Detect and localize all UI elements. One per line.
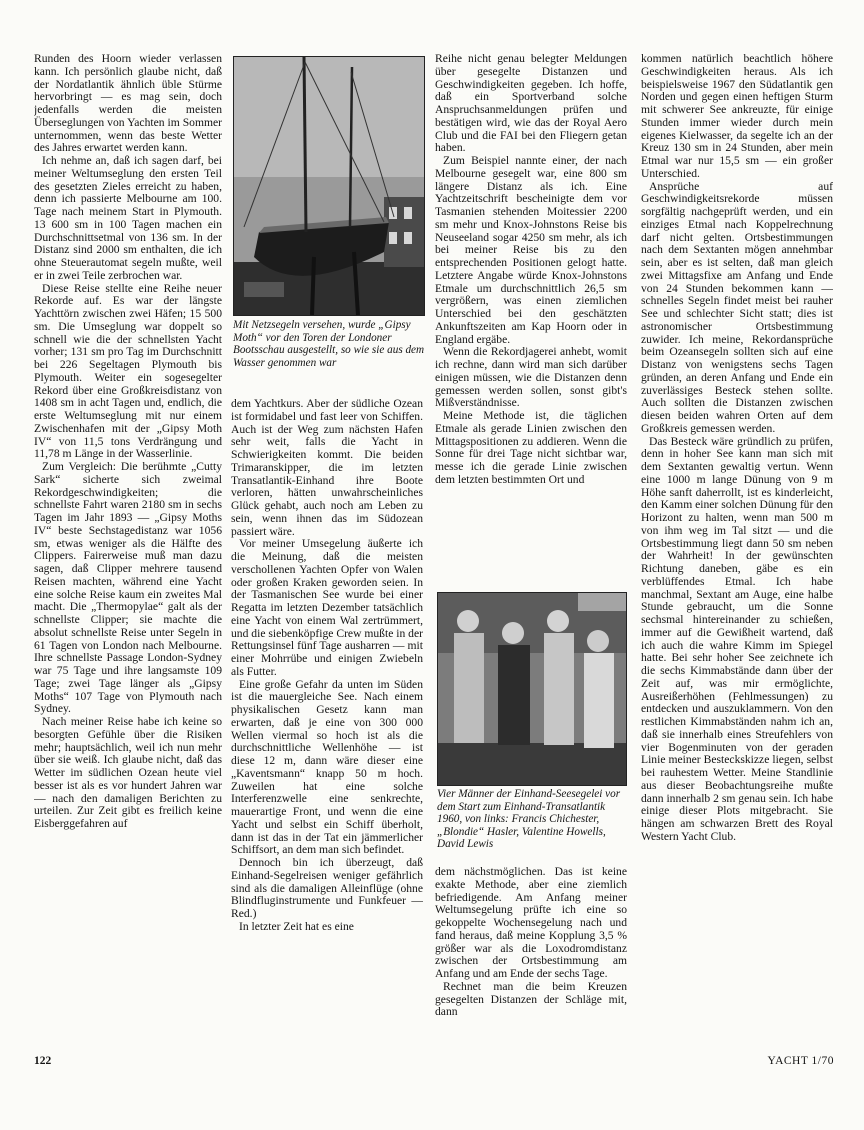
photo-gipsy-moth-boat-show [233, 56, 425, 316]
paragraph: In letzter Zeit hat es eine [239, 919, 354, 933]
paragraph: dem Yachtkurs. Aber der südliche Ozean ist formidabel und fast leer von Schiffen. Auch ist der Weg zum nächsten Hafen sehr weit, falls die Yacht in Schwierigkeiten kommt. Die beiden Trimaranskipper, die im letzten Transatlantik-Einhand ihre Boote verloren, hätten unwahrscheinliches Glück gehabt, auch noch am Leben zu sein, wenn ihnen das im Südozean passiert wäre. [231, 398, 423, 538]
text-column-2 [231, 398, 423, 1045]
photo-caption: Mit Netzsegeln versehen, wurde „Gipsy Moth“ vor den Toren der Londoner Bootsschau ausgestellt, so wie sie aus dem Wasser genommen war [233, 319, 425, 369]
paragraph: Rechnet man die beim Kreuzen gesegelten Distanzen der Schläge mit, dann [435, 979, 627, 1019]
paragraph: Diese Reise stellte eine Reihe neuer Rekorde auf. Es war der längste Yachttörn zwischen zwei Häfen; 15 500 sm. Die Umseglung war doppelt so schnell wie die der schnellsten Yacht vorher; 131 sm pro Tag im Durchschnitt bei 226 Segeltagen Plymouth bis Plymouth. Weiter ein sogesegelter Rekord über eine Großkreisdistanz von 1408 sm in acht Tagen und, endlich, die erste Weltumseglung mit nur einem Zwischenhafen mit der „Gipsy Moth IV“ von 11,5 tons Verdrängung und 11,78 m Länge in der Wasserlinie. [34, 281, 222, 461]
text-column-4 [641, 53, 833, 1045]
text-column-3 [435, 53, 627, 588]
paragraph: Wenn die Rekordjagerei anhebt, womit ich rechne, dann wird man sich darüber einigen müssen, wie die Distanzen denn gemessen werden sollen, sonst gibt's Mißverständnisse. [435, 345, 627, 410]
photo-four-sailors [437, 592, 627, 786]
text-column-3-continued [435, 866, 627, 1045]
paragraph: Vor meiner Umsegelung äußerte ich die Meinung, daß die meisten verschollenen Yachten Opfer von Walen oder großen Kraken geworden seien. In der Tasmanischen See wurde bei einer Regatta im letzten Dezember tatsächlich eine Yacht von einem Wal zertrümmert, und die siebenköpfige Crew mußte in der Rettungsinsel fünf Tage ausharren — mit einer Mohrrübe und einigen Zwiebeln als Futter. [231, 537, 423, 678]
paragraph: Eine große Gefahr da unten im Süden ist die mauergleiche See. Nach einem physikalischen Gesetz kann man erwarten, daß je eine von 300 000 Wellen viermal so hoch ist als die durchschnittliche Wellenhöhe — ist diese 12 m, dann wäre dieser eine „Kaventsmann“ knapp 50 m hoch. Zuweilen hat eine solche Interferenzwelle eine senkrechte, mauerartige Front, und wenn die eine Yacht und selbst ein Schiff überholt, dann ist das in der Tat ein jämmerlicher Schiffsort, an dem man sich befindet. [231, 677, 423, 857]
paragraph: Runden des Hoorn wieder verlassen kann. Ich persönlich glaube nicht, daß der Nordatlantik ähnlich üble Stürme hervorbringt — es mag sein, doch jedenfalls werden die meisten Überseglungen von Yachten im Sommer unternommen, wenn das beste Wetter des Jahres erwartet werden kann. [34, 53, 222, 155]
paragraph: Ich nehme an, daß ich sagen darf, bei meiner Weltumseglung den ersten Teil des gesetzten Zieles erreicht zu haben, denn ich passierte Melbourne am 100. Tage nach meinem Start in Plymouth. 13 600 sm in 100 Tagen machen ein Durchschnittsetmal von 136 sm. In der Distanz sind 2000 sm enthalten, die ich ohne Steuerautomat segeln mußte, weil er in zwei Teile zerbrochen war. [34, 154, 222, 282]
paragraph: Dennoch bin ich überzeugt, daß Einhand-Segelreisen weniger gefährlich sind als die damaligen Alleinflüge (ohne Blindfluginstrumente und Funkfeuer — Red.) [231, 856, 423, 920]
paragraph: Zum Beispiel nannte einer, der nach Melbourne gesegelt war, eine 800 sm längere Distanz als ich. Eine Yachtzeitschrift bescheinigte dem vor Tasmanien stehenden Moitessier 2200 sm mehr und Knox-Johnstons Reise bis Neuseeland sogar 4250 sm mehr, als ich bei meiner Reise bis zu den entsprechenden Positionen gelogt hatte. Letztere Angabe würde Knox-Johnstons Etmale um durchschnittlich 26,5 sm vergrößern, was einen ziemlichen Unterschied bei den geschätzten Ankunftszeiten am Kap Hoorn oder in England ergäbe. [435, 154, 627, 346]
paragraph: kommen natürlich beachtlich höhere Geschwindigkeiten heraus. Als ich beispielsweise 1967 den Südatlantik gen Norden und gegen einen heftigen Sturm mit schwerer See ankreuzte, für einige Stunden immer wieder durch mein eigenes Kielwasser, da segelte ich an der Kreuz 130 sm in 24 Stunden, aber mein Etmal war nur 15,5 sm — ein großer Unterschied. [641, 53, 833, 180]
magazine-reference: YACHT 1/70 [767, 1055, 834, 1067]
paragraph: Ansprüche auf Geschwindigkeitsrekorde müssen sorgfältig nachgeprüft werden, und ein einziges Etmal nach Koppelrechnung darf nicht gelten. Ortsbestimmungen nach dem Sextanten mögen annehmbar sein, aber es ist selten, daß man gleich zwei Mittagsfixe am Anfang und Ende von 24 Stunden bekommen kann — schnelles Segeln findet meist bei rauher See und schlechter Sicht statt; dies ist astronomischer Ortsbestimmung zuwider. Ich meine, Rekordansprüche beim Ozeansegeln sollten sich auf eine Distanz von wenigstens sechs Tagen gründen, an deren Anfang und Ende ein zuverlässiges Besteck stehen sollte. Auch sollten die Distanzen zwischen diesen beiden wahren Orten auf dem Großkreis gemessen werden. [641, 179, 833, 435]
text-column-1 [34, 53, 222, 1045]
page-number: 122 [34, 1055, 52, 1067]
photo-caption: Vier Männer der Einhand-Seesegelei vor dem Start zum Einhand-Transatlantik 1960, von links: Francis Chichester, „Blondie“ Hasler, Valentine Howells, David Lewis [437, 788, 621, 851]
paragraph: Meine Methode ist, die täglichen Etmale als gerade Linien zwischen den Mittagspositionen zu addieren. Wenn die Sonne für drei Tage nicht sichtbar war, messe ich die gerade Linie zwischen dem letzten bestimmten Ort und [435, 409, 627, 486]
paragraph: Zum Vergleich: Die berühmte „Cutty Sark“ sicherte sich zweimal Rekordgeschwindigkeiten; die schnellste Fahrt waren 2180 sm in sechs Tagen im Jahr 1893 — „Gipsy Moths IV“ beste Sechstagedistanz war 1056 sm, etwas weniger als die Hälfte des Clippers. Fairerweise muß man dazu sagen, daß Clipper mehrere tausend Reisen machten, während eine Yacht eine solche Reise kaum ein zweites Mal macht. Die „Thermopylae“ galt als der schnellste Clipper; sie machte die absolut schnellste Reise unter Segeln in 61 Tagen von London nach Melbourne. Ihre schnellste Passage London-Sydney war 75 Tage und ihre langsamste 109 Tage; zwei Tage länger als „Gipsy Moths“ 107 Tage von Plymouth nach Sydney. [34, 460, 222, 716]
paragraph: Nach meiner Reise habe ich keine so besorgten Gefühle über die Risiken mehr; hauptsächlich, weil ich nun mehr über sie weiß. Ich glaube nicht, daß das Wetter im südlichen Ozean heute viel besser ist als es vor hundert Jahren war — nach den damaligen Berichten zu urteilen. Zur Zeit gibt es freilich keine Eisberggefahren auf [34, 715, 222, 830]
paragraph: dem nächstmöglichen. Das ist keine exakte Methode, aber eine ziemlich befriedigende. Am Anfang meiner Weltumsegelung prüfte ich eine so gekoppelte Wochensegelung nach und fand heraus, daß meine Kopplung 3,5 % größer war als die Loxodromdistanz zwischen der Ortsbestimmung am Anfang und am Ende der sechs Tage. [435, 866, 627, 980]
paragraph: Das Besteck wäre gründlich zu prüfen, denn in hoher See kann man sich mit dem Sextanten gewaltig vertun. Wenn eine 1000 m lange Dünung von 9 m Höhe sanft daherrollt, ist es kinderleicht, den Kamm einer solchen Dünung für den Horizont zu halten, wenn man 500 m von ihm weg im Tal sitzt — und die Ortsbestimmung liegt dann 50 sm neben der Wahrheit! In der gewünschten Richtung daneben, gäbe es ein verblüffendes Etmal. Ich habe manchmal, Sextant am Auge, eine halbe Stunde gebraucht, um die Sonne sechsmal hintereinander zu schießen, immer auf die Gewißheit wartend, daß ich auch die wahre Kimm im Spiegel hatte. Bei sehr hoher See zeichnete ich die sechs Kimmabstände dann über der Zeit auf, was mir ermöglichte, Ausreißerhöhen (Fehlmessungen) zu entdecken und auszuklammern. Von den restlichen Kimmabständen nahm ich an, daß sie innerhalb eines Streufehlers von vier Bogenminuten von der geraden Linie meiner Besteckskizze liegen, selbst bei rauhestem Wetter. Meine Standlinie aus dieser Beobachtungsreihe mußte dann innerhalb 2 sm genau sein. Ich habe einige dieser Plots mitgebracht. Sie hängen am schwarzen Brett des Royal Western Yacht Club. [641, 434, 833, 843]
paragraph: Reihe nicht genau belegter Meldungen über gesegelte Distanzen und Geschwindigkeiten gegeben. Ich hoffe, daß ein Sportverband solche Anspruchsanmeldungen prüfen und bestätigen wird, wie das der Royal Aero Club und die FAI bei den Fliegern getan haben. [435, 53, 627, 155]
